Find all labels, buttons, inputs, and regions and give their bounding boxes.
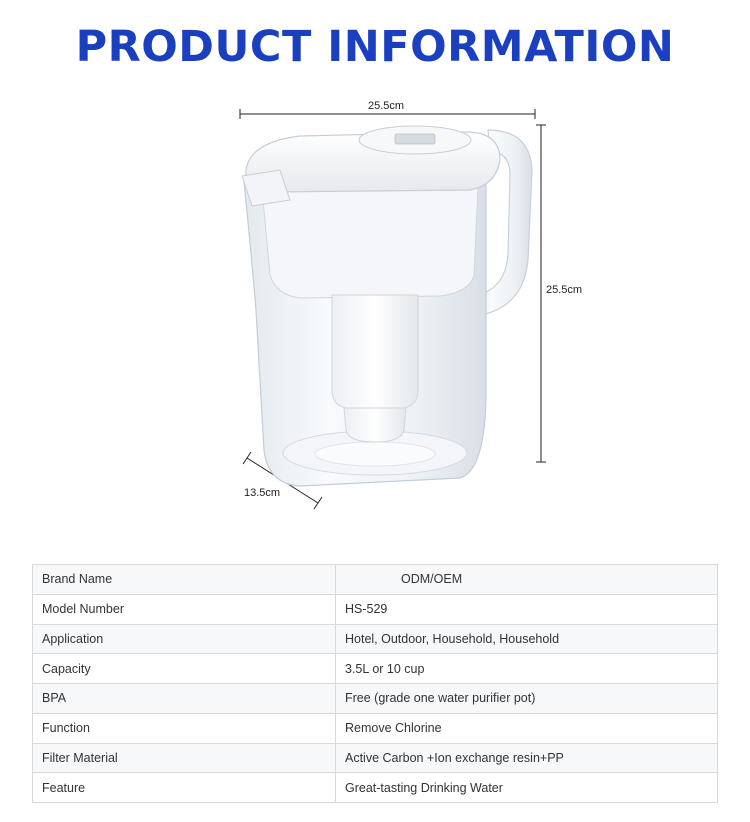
page-title: PRODUCT INFORMATION bbox=[75, 22, 675, 72]
product-figure bbox=[0, 90, 750, 520]
spec-label: BPA bbox=[33, 684, 336, 714]
spec-label: Filter Material bbox=[33, 743, 336, 773]
depth-dimension-label: 13.5cm bbox=[244, 487, 281, 499]
width-dimension-label: 25.5cm bbox=[368, 100, 405, 112]
table-row bbox=[33, 654, 718, 684]
spec-value-text: ODM/OEM bbox=[401, 572, 463, 587]
table-row bbox=[33, 773, 718, 803]
spec-label: Application bbox=[33, 624, 336, 654]
table-row bbox=[33, 713, 718, 743]
height-dimension-label: 25.5cm bbox=[546, 284, 583, 296]
spec-label: Function bbox=[33, 713, 336, 743]
spec-value: Free (grade one water purifier pot) bbox=[336, 684, 718, 714]
spec-value: 3.5L or 10 cup bbox=[336, 654, 718, 684]
spec-label: Model Number bbox=[33, 594, 336, 624]
spec-label: Brand Name bbox=[33, 565, 336, 595]
spec-label: Capacity bbox=[33, 654, 336, 684]
table-row bbox=[33, 684, 718, 714]
water-filter-pitcher-icon bbox=[0, 90, 750, 520]
table-row bbox=[33, 565, 718, 595]
table-row bbox=[33, 743, 718, 773]
spec-value: HS-529 bbox=[336, 594, 718, 624]
spec-table bbox=[32, 564, 718, 803]
spec-value: Active Carbon +Ion exchange resin+PP bbox=[336, 743, 718, 773]
spec-value: Hotel, Outdoor, Household, Household bbox=[336, 624, 718, 654]
height-dimension-line bbox=[536, 125, 546, 462]
spec-value: Great-tasting Drinking Water bbox=[336, 773, 718, 803]
spec-value: Remove Chlorine bbox=[336, 713, 718, 743]
table-row bbox=[33, 594, 718, 624]
spec-label: Feature bbox=[33, 773, 336, 803]
spec-value bbox=[336, 565, 718, 595]
table-row bbox=[33, 624, 718, 654]
